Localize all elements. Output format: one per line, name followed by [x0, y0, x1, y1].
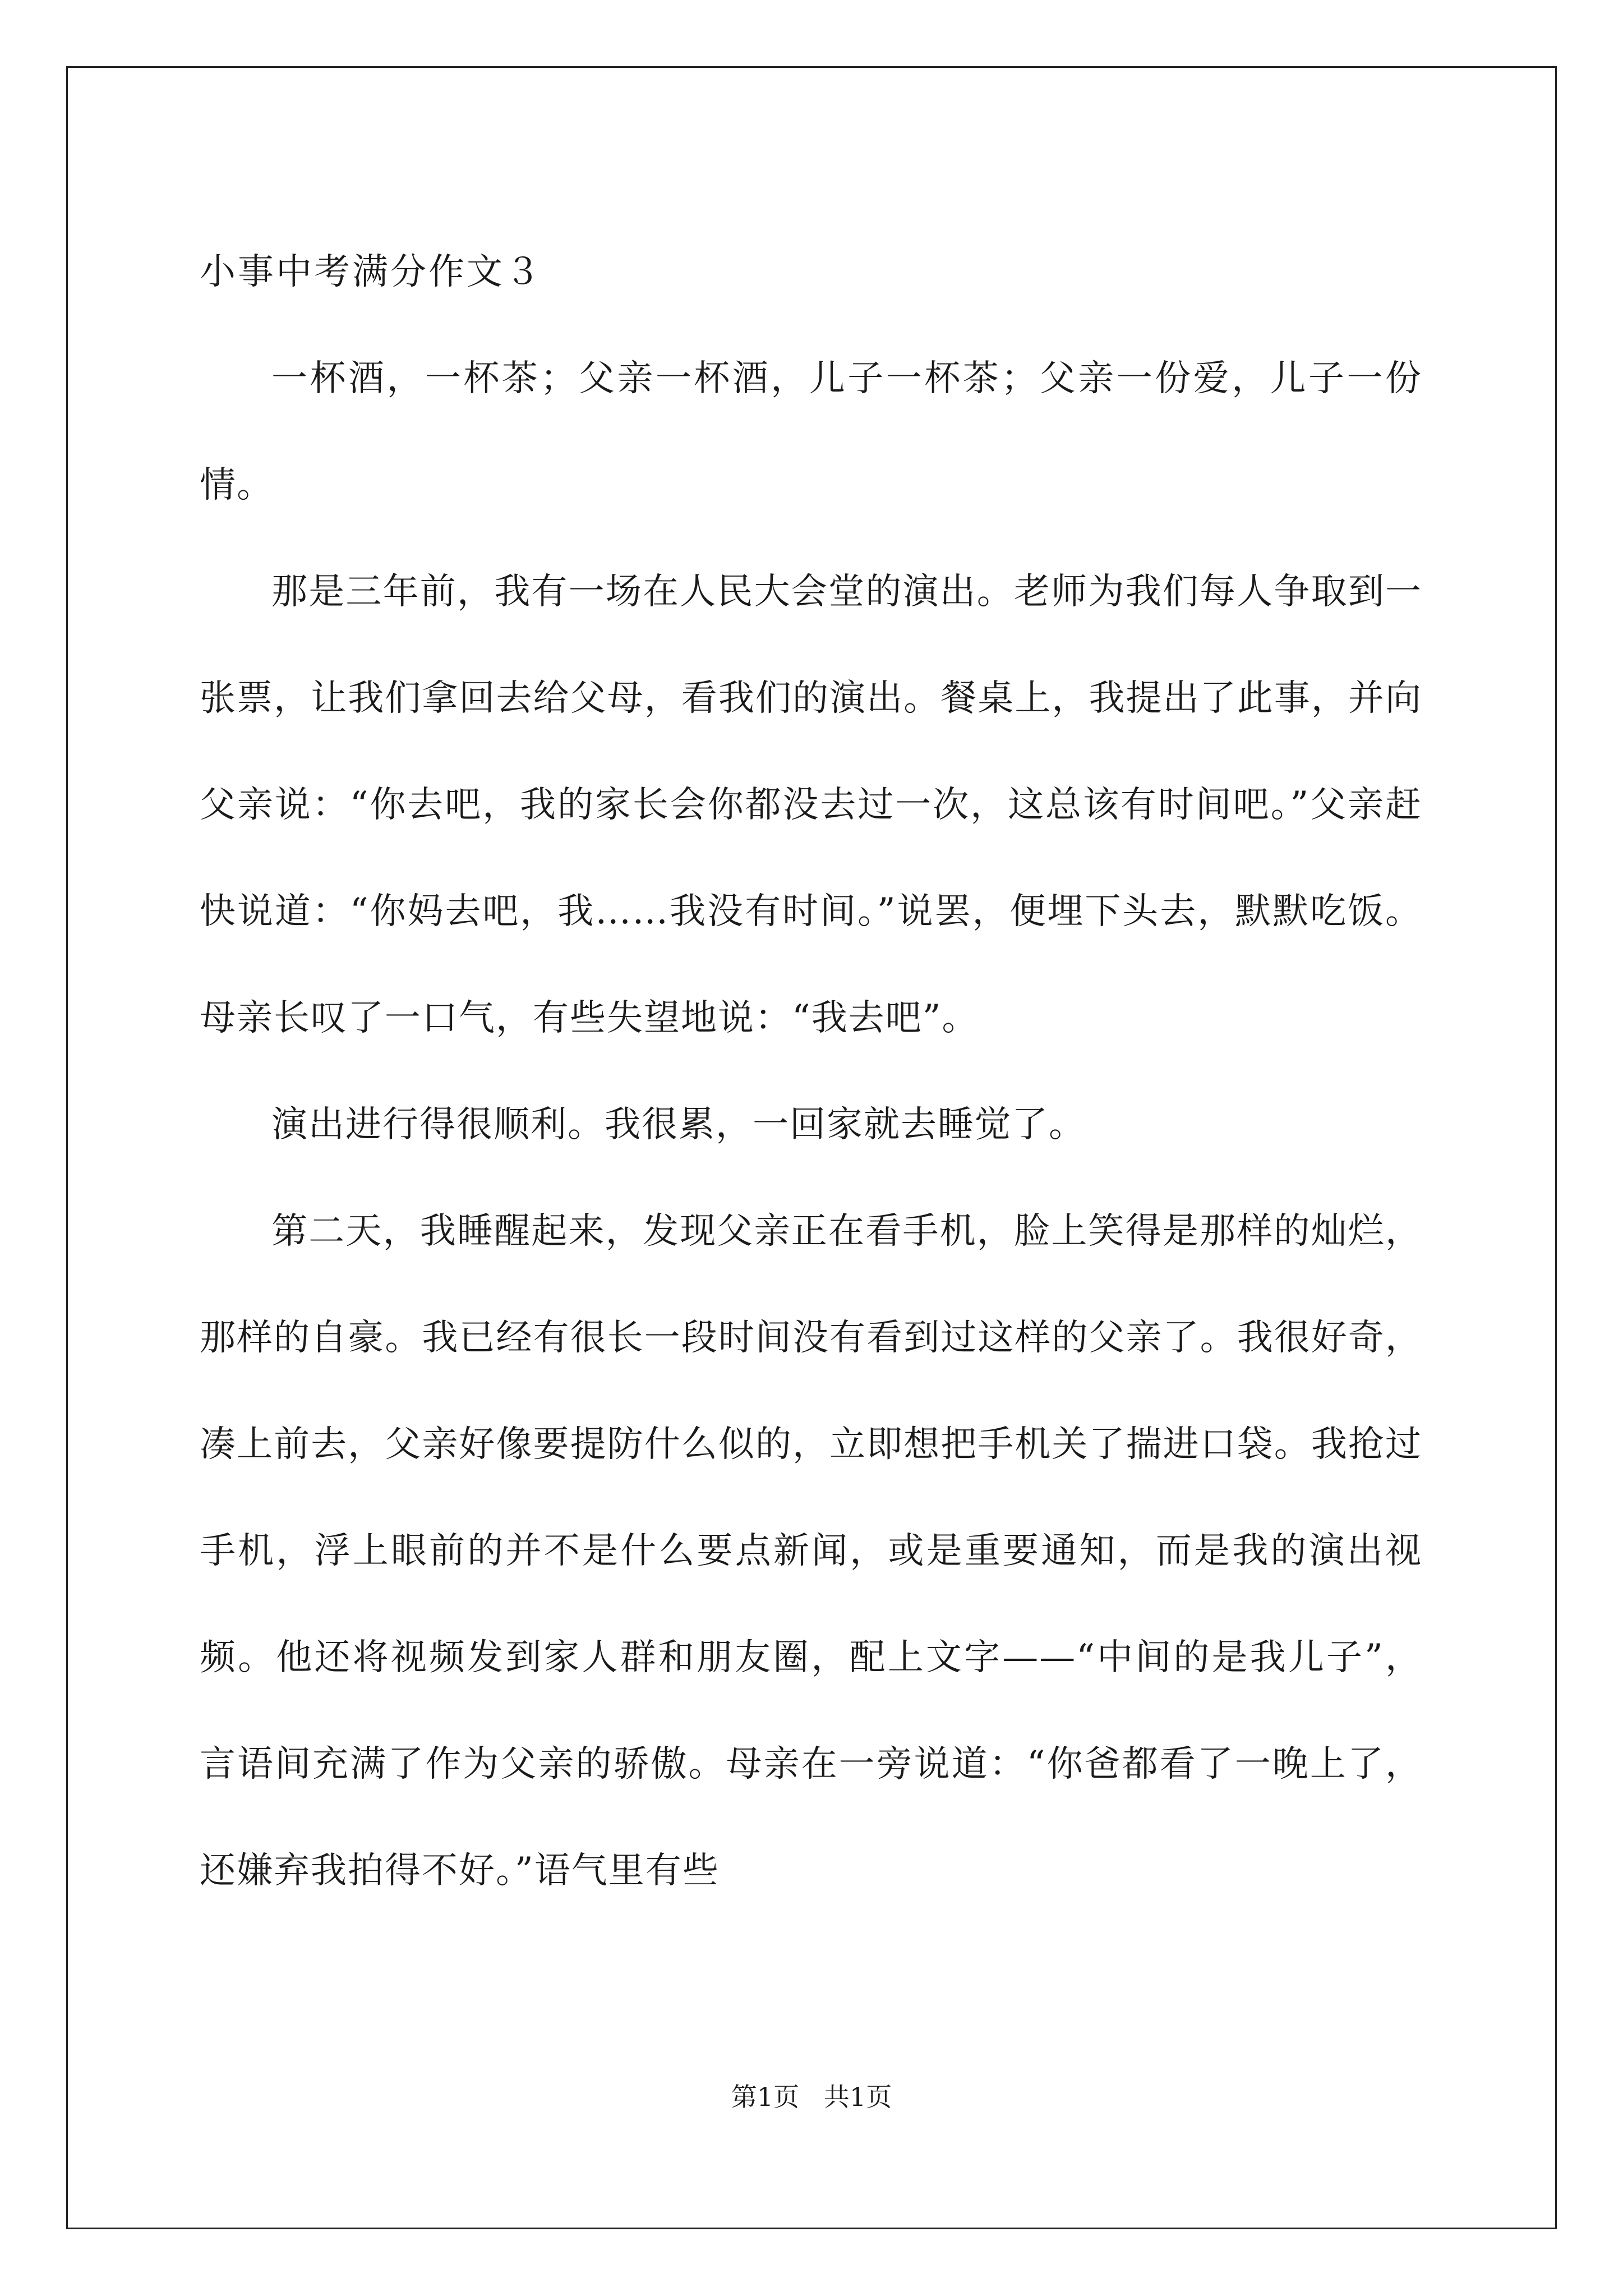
document-title: 小事中考满分作文３: [200, 251, 543, 293]
document-body: [200, 219, 1422, 1924]
paragraph-3: 演出进行得很顺利。我很累，一回家就去睡觉了。: [271, 1104, 1086, 1145]
paragraph-4: 第二天，我睡醒起来，发现父亲正在看手机，脸上笑得是那样的灿烂，那样的自豪。我已经有很长一段时间没有看到过这样的父亲了。我很好奇，凑上前去，父亲好像要提防什么似的，立即想把手机关了揣进口袋。我抢过手机，浮上眼前的并不是什么要点新闻，或是重要通知，而是我的演出视频。他还将视频发到家人群和朋友圈，配上文字——“中间的是我儿子”，言语间充满了作为父亲的骄傲。母亲在一旁说道：“你爸都看了一晚上了，还嫌弃我拍得不好。”语气里有些: [200, 1211, 1422, 1892]
paragraph-1: 一杯酒，一杯茶；父亲一杯酒，儿子一杯茶；父亲一份爱，儿子一份情。: [200, 358, 1422, 506]
paragraph-2: 那是三年前，我有一场在人民大会堂的演出。老师为我们每人争取到一张票，让我们拿回去给父母，看我们的演出。餐桌上，我提出了此事，并向父亲说：“你去吧，我的家长会你都没去过一次，这总该有时间吧。”父亲赶快说道：“你妈去吧，我……我没有时间。”说罢，便埋下头去，默默吃饭。母亲长叹了一口气，有些失望地说：“我去吧”。: [200, 571, 1422, 1039]
page-footer: 第1页 共1页: [731, 2082, 892, 2112]
